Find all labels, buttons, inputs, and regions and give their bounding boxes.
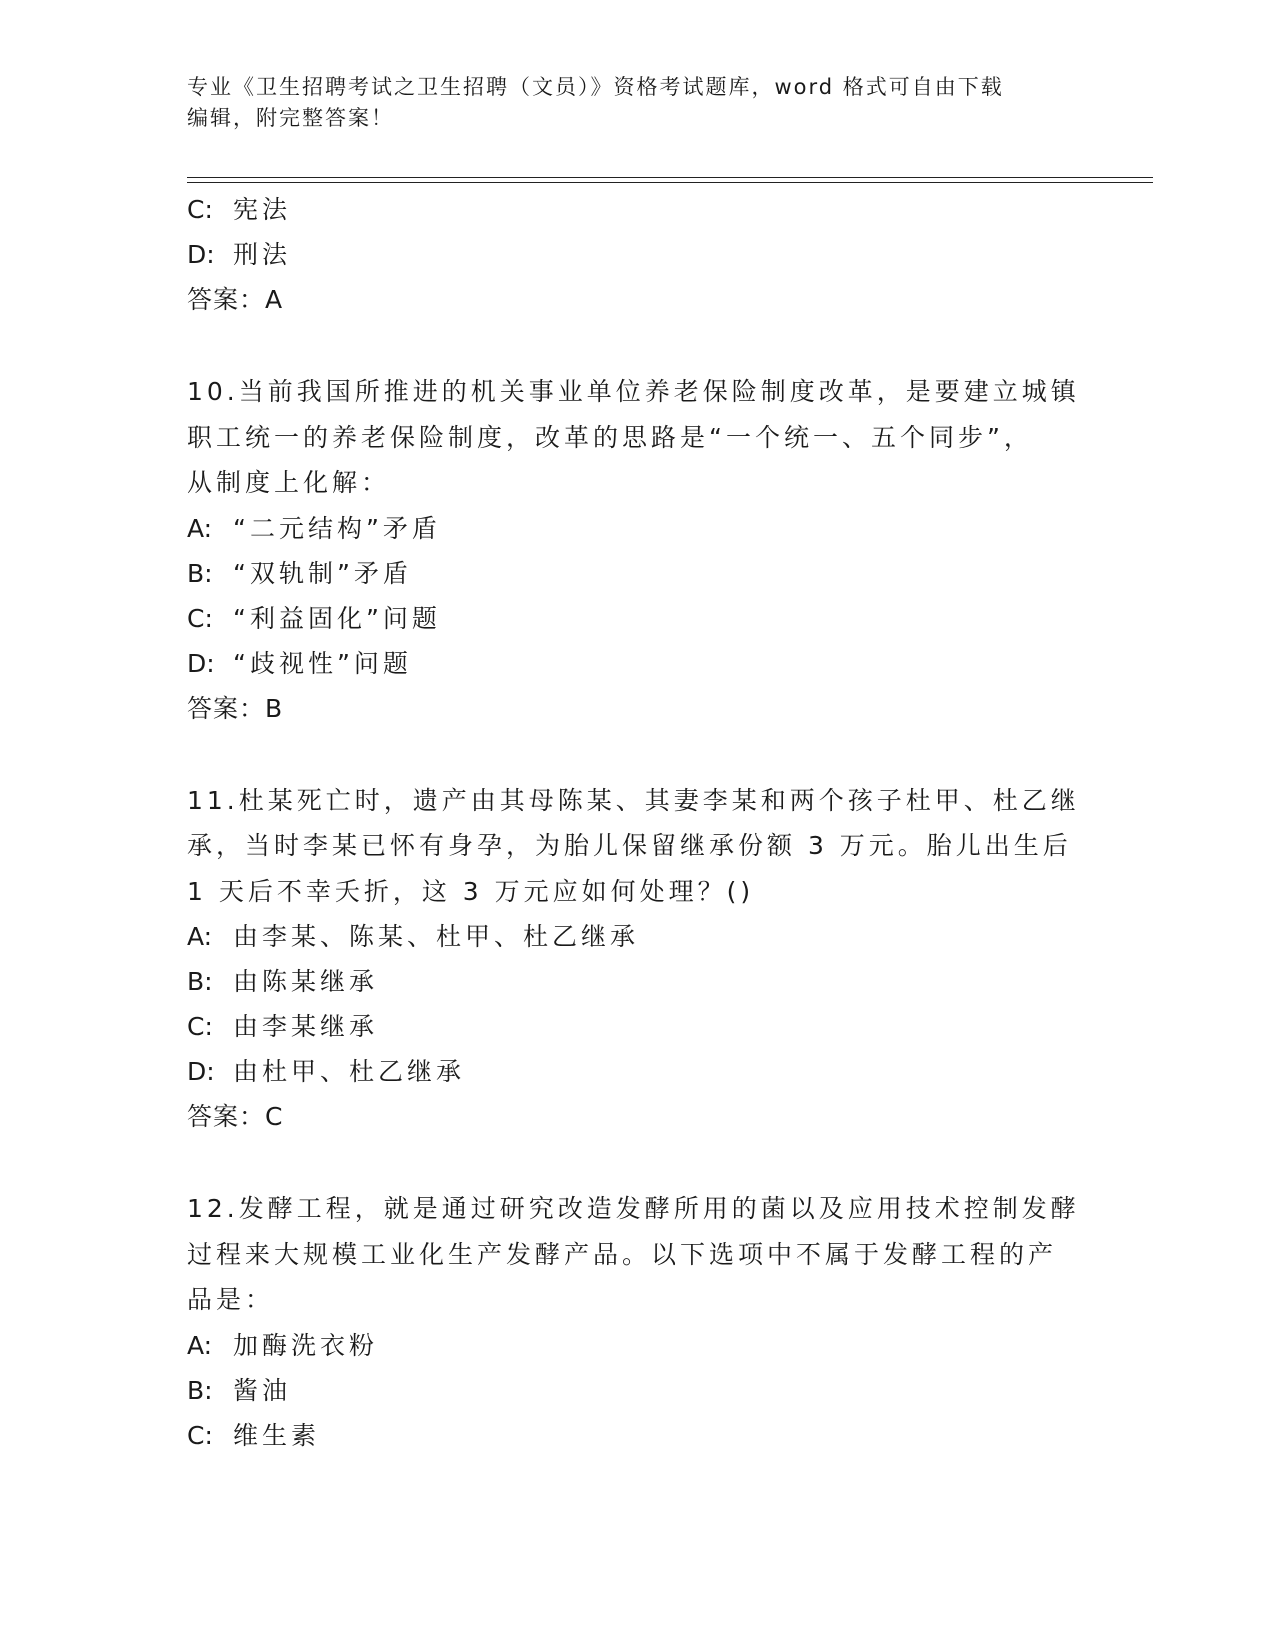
option-letter: D: [187, 648, 215, 678]
option-c [187, 1413, 1107, 1458]
answer-line: 答案：A [187, 285, 284, 314]
question-stem-line: 职工统一的养老保险制度，改革的思路是“一个统一、五个同步”， [187, 422, 1033, 452]
question-stem-line: 12.发酵工程，就是通过研究改造发酵所用的菌以及应用技术控制发酵 [187, 1194, 1080, 1223]
option-text: 由陈某继承 [233, 967, 379, 996]
question-11 [187, 778, 1107, 1140]
option-a [187, 914, 1107, 959]
option-text: 由杜甲、杜乙继承 [233, 1057, 466, 1086]
option-text: 刑法 [233, 240, 292, 269]
question-10 [187, 369, 1107, 731]
option-text: 宪法 [233, 195, 292, 224]
question-stem-line: 从制度上化解： [187, 468, 391, 497]
question-stem-line: 承，当时李某已怀有身孕，为胎儿保留继承份额 3 万元。胎儿出生后 [187, 831, 1072, 860]
option-letter: A: [187, 1330, 213, 1360]
option-letter: C: [187, 1420, 213, 1450]
spacer [187, 1139, 1107, 1186]
option-letter: C: [187, 195, 213, 224]
option-text: “双轨制”矛盾 [233, 558, 412, 588]
spacer [187, 322, 1107, 369]
option-text: 由李某继承 [233, 1012, 379, 1041]
option-text: 由李某、陈某、杜甲、杜乙继承 [233, 922, 640, 951]
option-c [187, 1004, 1107, 1049]
page-header [187, 72, 1087, 134]
option-c [187, 596, 1107, 641]
option-c [187, 187, 1107, 232]
answer-line: 答案：B [187, 693, 284, 723]
answer-line: 答案：C [187, 1102, 284, 1131]
spacer [187, 731, 1107, 778]
option-d [187, 232, 1107, 277]
header-line-1: 专业《卫生招聘考试之卫生招聘（文员）》资格考试题库，word 格式可自由下载 [187, 75, 1004, 99]
question-stem-line: 过程来大规模工业化生产发酵产品。以下选项中不属于发酵工程的产 [187, 1239, 1058, 1269]
option-letter: B: [187, 558, 213, 588]
question-stem-line: 1 天后不幸夭折，这 3 万元应如何处理？() [187, 876, 755, 906]
option-a [187, 1323, 1107, 1368]
header-line-2: 编辑，附完整答案！ [187, 106, 394, 130]
header-divider-top [187, 177, 1153, 178]
option-text: “二元结构”矛盾 [233, 513, 441, 543]
question-stem-line: 10.当前我国所推进的机关事业单位养老保险制度改革，是要建立城镇 [187, 377, 1080, 406]
option-b [187, 1368, 1107, 1413]
header-divider-bottom [187, 182, 1153, 183]
option-text: “歧视性”问题 [233, 648, 412, 678]
question-stem-line: 品是： [187, 1285, 275, 1314]
option-text: “利益固化”问题 [233, 603, 441, 633]
option-d [187, 1049, 1107, 1094]
option-letter: B: [187, 1375, 213, 1405]
option-d [187, 641, 1107, 686]
option-text: 维生素 [233, 1420, 321, 1450]
question-12 [187, 1186, 1107, 1458]
option-letter: C: [187, 1012, 213, 1041]
option-text: 酱油 [233, 1375, 292, 1405]
question-content [187, 187, 1107, 1458]
option-b [187, 551, 1107, 596]
option-letter: A: [187, 922, 213, 951]
option-letter: B: [187, 967, 213, 996]
option-letter: D: [187, 240, 215, 269]
option-b [187, 959, 1107, 1004]
option-a [187, 506, 1107, 551]
option-letter: A: [187, 513, 213, 543]
option-text: 加酶洗衣粉 [233, 1330, 379, 1360]
option-letter: D: [187, 1057, 215, 1086]
question-9-tail [187, 187, 1107, 322]
question-stem-line: 11.杜某死亡时，遗产由其母陈某、其妻李某和两个孩子杜甲、杜乙继 [187, 785, 1080, 815]
option-letter: C: [187, 603, 213, 633]
